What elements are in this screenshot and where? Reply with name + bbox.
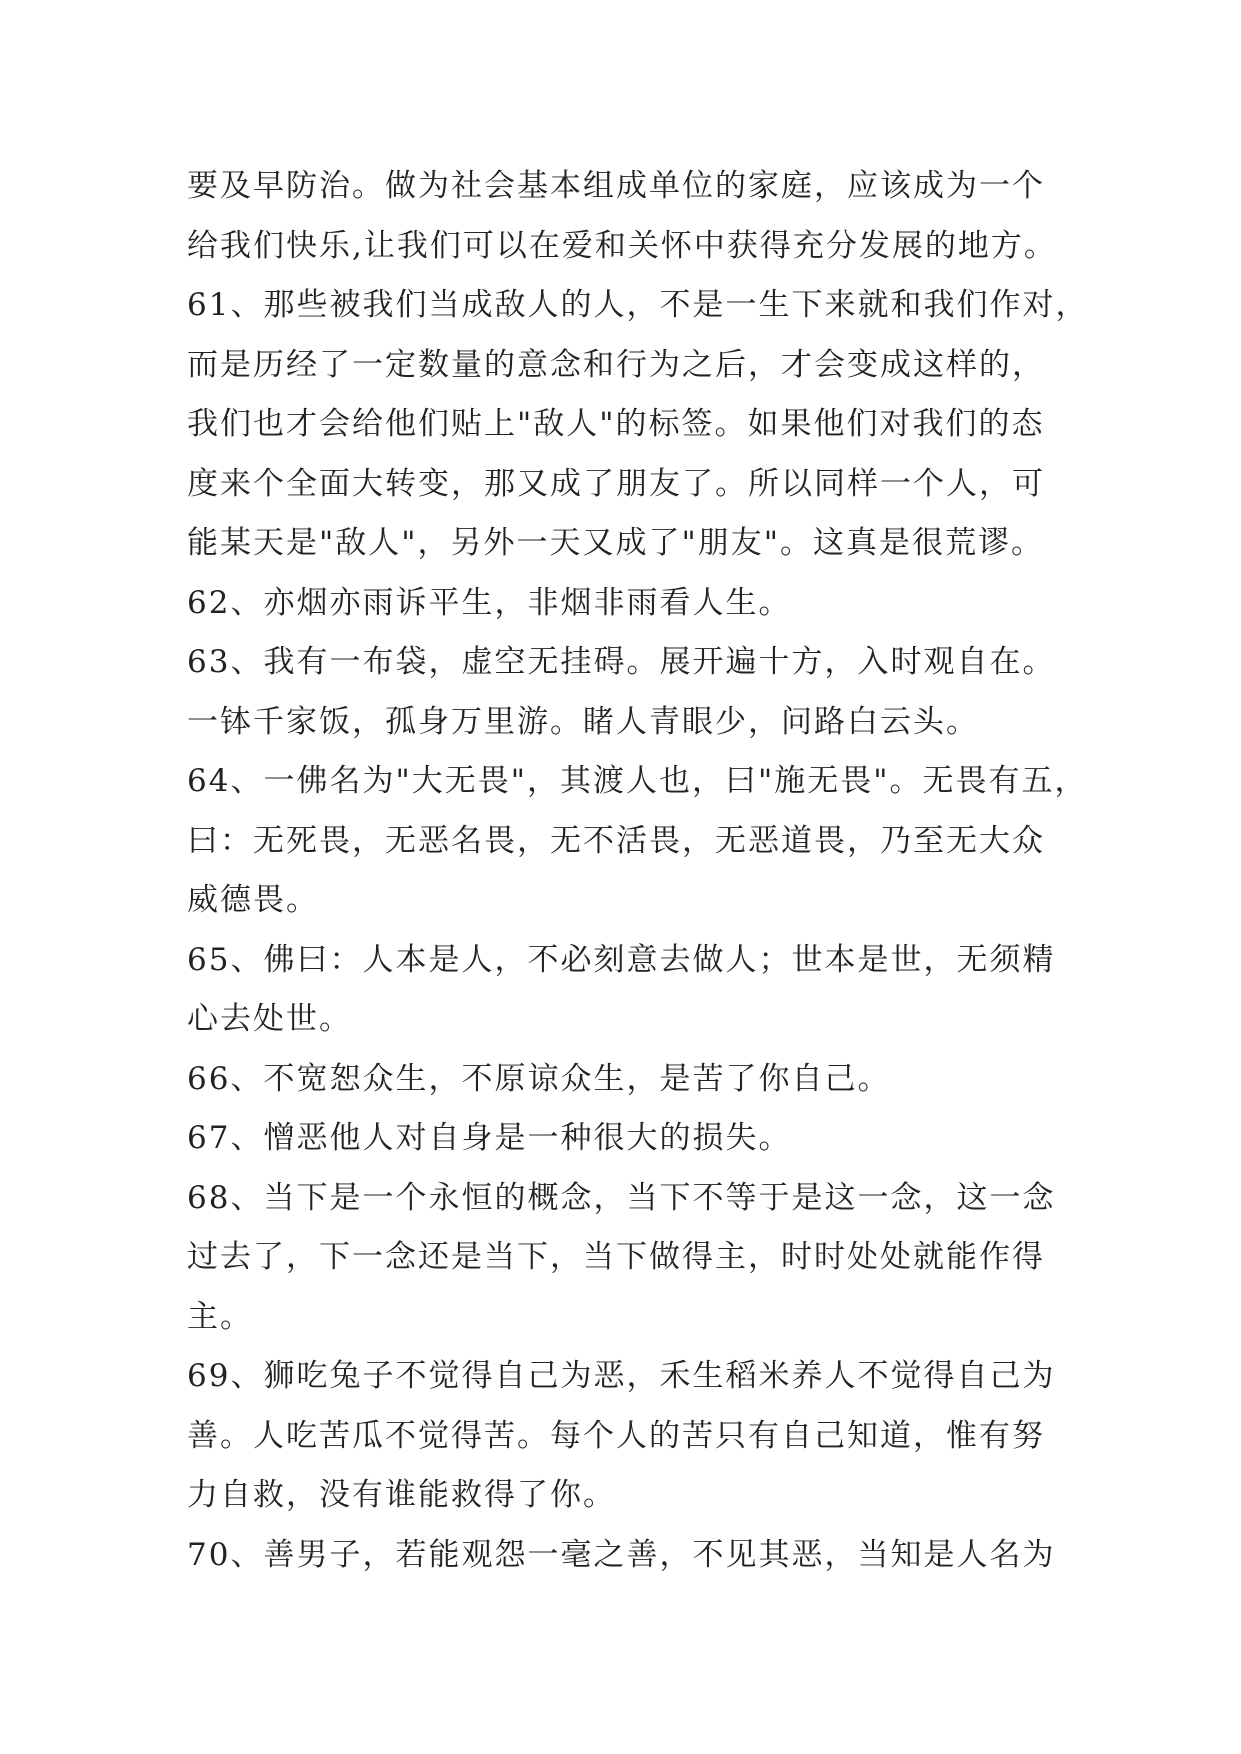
text-line: 61、那些被我们当成敌人的人，不是一生下来就和我们作对， (187, 287, 1089, 323)
text-line: 67、憎恶他人对自身是一种很大的损失。 (187, 1120, 792, 1156)
text-line: 62、亦烟亦雨诉平生，非烟非雨看人生。 (187, 584, 792, 621)
text-line: 70、善男子，若能观怨一毫之善，不见其恶，当知是人名为 (187, 1536, 1056, 1573)
text-line: 威德畏。 (187, 882, 319, 918)
text-line: 力自救，没有谁能救得了你。 (187, 1477, 616, 1513)
text-line: 65、佛曰：人本是人，不必刻意去做人；世本是世，无须精 (187, 941, 1056, 978)
text-line: 曰：无死畏，无恶名畏，无不活畏，无恶道畏，乃至无大众 (187, 822, 1045, 859)
text-line: 给我们快乐,让我们可以在爱和关怀中获得充分发展的地方。 (187, 227, 1057, 264)
text-line: 68、当下是一个永恒的概念，当下不等于是这一念，这一念 (187, 1179, 1056, 1216)
text-line: 能某天是"敌人"，另外一天又成了"朋友"。这真是很荒谬。 (187, 525, 1045, 561)
text-line: 度来个全面大转变，那又成了朋友了。所以同样一个人，可 (187, 465, 1045, 502)
text-line: 过去了，下一念还是当下，当下做得主，时时处处就能作得 (187, 1239, 1045, 1275)
text-line: 63、我有一布袋，虚空无挂碍。展开遍十方，入时观自在。 (187, 644, 1056, 680)
text-line: 要及早防治。做为社会基本组成单位的家庭，应该成为一个 (187, 168, 1045, 204)
text-line: 66、不宽恕众生，不原谅众生，是苦了你自己。 (187, 1060, 891, 1097)
text-line: 而是历经了一定数量的意念和行为之后，才会变成这样的， (187, 346, 1045, 383)
text-line: 一钵千家饭，孤身万里游。睹人青眼少，问路白云头。 (187, 703, 979, 740)
body-text (187, 157, 1097, 1585)
text-line: 69、狮吃兔子不觉得自己为恶，禾生稻米养人不觉得自己为 (187, 1358, 1056, 1394)
text-line: 我们也才会给他们贴上"敌人"的标签。如果他们对我们的态 (187, 406, 1045, 442)
text-line: 主。 (187, 1298, 253, 1335)
text-line: 善。人吃苦瓜不觉得苦。每个人的苦只有自己知道，惟有努 (187, 1417, 1045, 1454)
text-line: 心去处世。 (187, 1001, 352, 1037)
text-line: 64、一佛名为"大无畏"，其渡人也，曰"施无畏"。无畏有五， (187, 763, 1088, 799)
